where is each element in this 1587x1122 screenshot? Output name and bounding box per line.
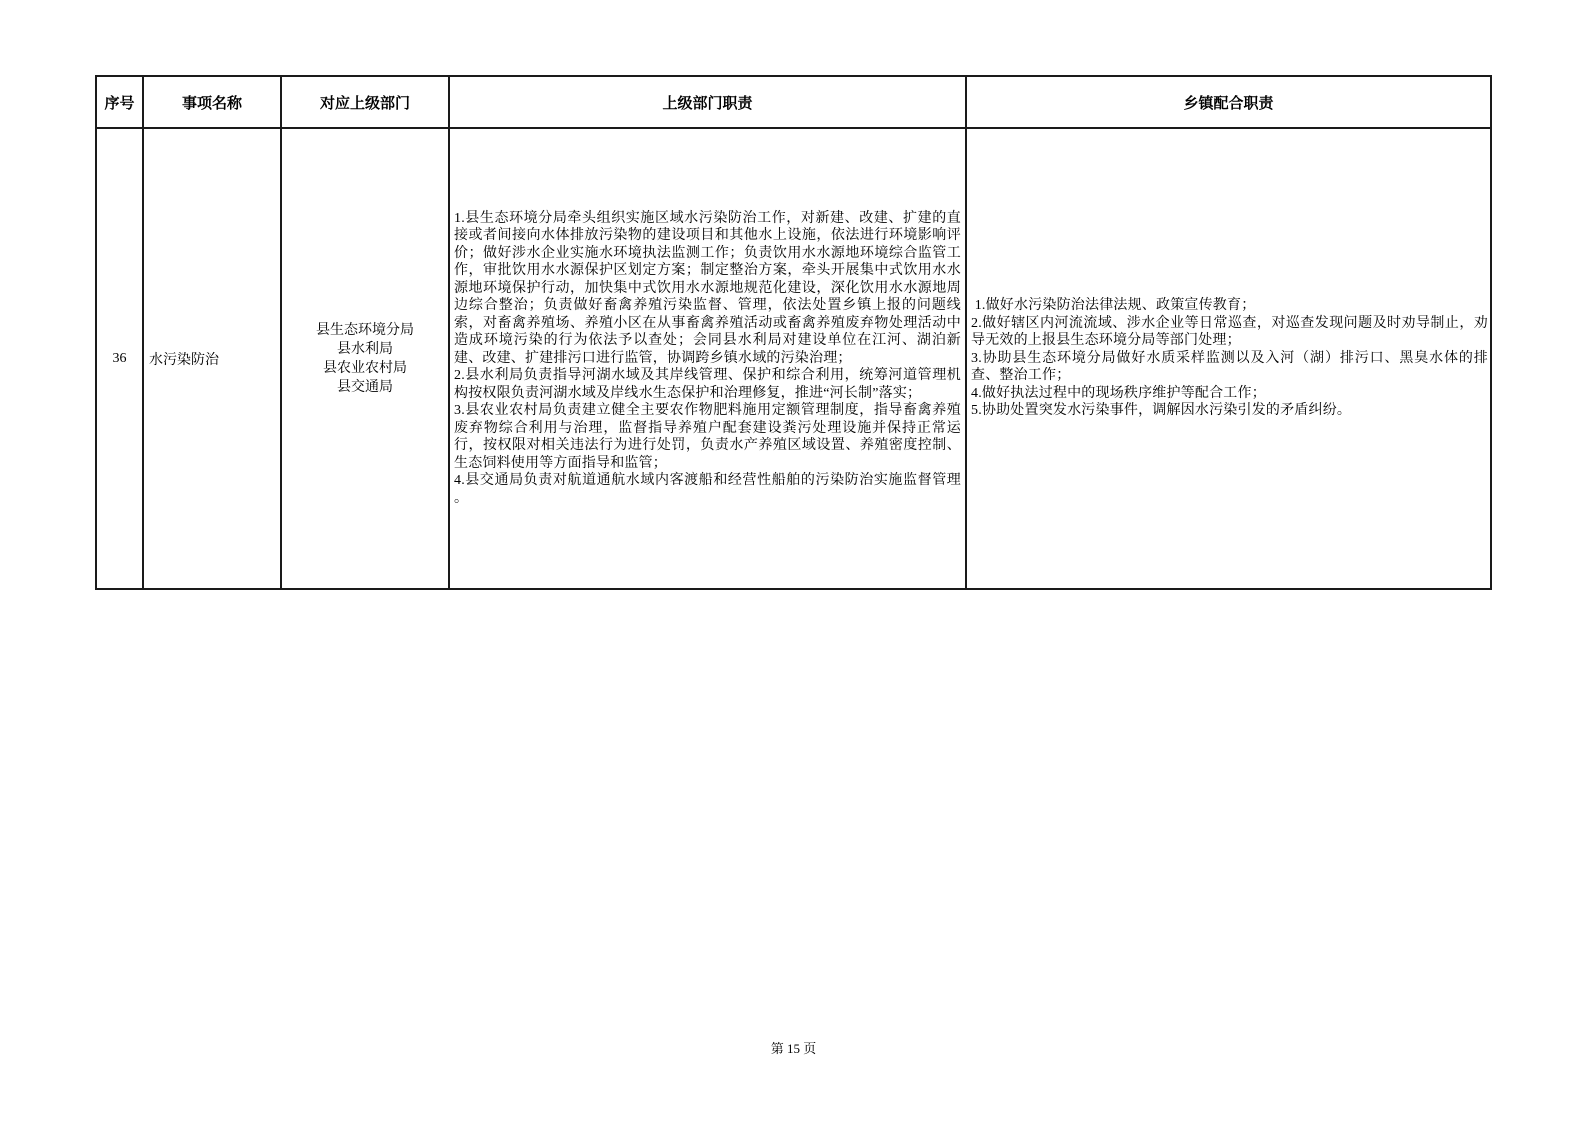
duty-item: 1.做好水污染防治法律法规、政策宣传教育； bbox=[971, 298, 1256, 314]
table-row bbox=[96, 128, 1491, 589]
duty-item: 4.做好执法过程中的现场秩序维护等配合工作； bbox=[971, 385, 1266, 401]
duty-item: 2.县水利局负责指导河湖水域及其岸线管理、保护和综合利用，统筹河道管理机构按权限负责河湖水域及岸线水生态保护和治理修复，推进“河长制”落实； bbox=[454, 368, 961, 401]
page-number: 第 15 页 bbox=[770, 1041, 817, 1056]
header-serial-number: 序号 bbox=[96, 76, 143, 128]
duties-table bbox=[95, 75, 1492, 590]
header-item-name: 事项名称 bbox=[143, 76, 281, 128]
header-superior-department: 对应上级部门 bbox=[281, 76, 449, 128]
department-line: 县水利局 bbox=[337, 341, 393, 357]
cell-township-duties bbox=[966, 128, 1491, 589]
cell-item-name: 水污染防治 bbox=[143, 128, 281, 589]
duty-item: 2.做好辖区内河流流域、涉水企业等日常巡查，对巡查发现问题及时劝导制止，劝导无效的上报县生态环境分局等部门处理； bbox=[971, 315, 1488, 349]
cell-superior-duties bbox=[449, 128, 966, 589]
header-superior-duties: 上级部门职责 bbox=[449, 76, 966, 128]
duty-item: 4.县交通局负责对航道通航水域内客渡船和经营性船舶的污染防治实施监督管理 。 bbox=[454, 473, 961, 506]
header-township-duties: 乡镇配合职责 bbox=[966, 76, 1491, 128]
header-row bbox=[96, 76, 1491, 128]
duty-item: 3.协助县生态环境分局做好水质采样监测以及入河（湖）排污口、黑臭水体的排查、整治工作； bbox=[971, 350, 1488, 384]
department-line: 县交通局 bbox=[337, 379, 393, 395]
duty-item: 1.县生态环境分局牵头组织实施区域水污染防治工作，对新建、改建、扩建的直接或者间接向水体排放污染物的建设项目和其他水上设施，依法进行环境影响评价；做好涉水企业实施水环境执法监测工作；负责饮用水水源地环境综合监管工作，审批饮用水水源保护区划定方案；制定整治方案，牵头开展集中式饮用水水源地环境保护行动，加快集中式饮用水水源地规范化建设，深化饮用水水源地周边综合整治；负责做好畜禽养殖污染监督、管理，依法处置乡镇上报的问题线索，对畜禽养殖场、养殖小区在从事畜禽养殖活动或畜禽养殖废弃物处理活动中造成环境污染的行为依法予以查处；会同县水利局对建设单位在江河、湖泊新建、改建、扩建排污口进行监管，协调跨乡镇水域的污染治理； bbox=[454, 210, 961, 366]
duty-item: 3.县农业农村局负责建立健全主要农作物肥料施用定额管理制度，指导畜禽养殖废弃物综合利用与治理，监督指导养殖户配套建设粪污处理设施并保持正常运行，按权限对相关违法行为进行处罚，负责水产养殖区域设置、养殖密度控制、生态饲料使用等方面指导和监管； bbox=[454, 403, 961, 471]
duty-item: 5.协助处置突发水污染事件，调解因水污染引发的矛盾纠纷。 bbox=[971, 403, 1352, 419]
cell-serial-number: 36 bbox=[96, 128, 143, 589]
cell-departments bbox=[281, 128, 449, 589]
department-line: 县生态环境分局 bbox=[316, 322, 414, 338]
department-line: 县农业农村局 bbox=[323, 360, 407, 376]
